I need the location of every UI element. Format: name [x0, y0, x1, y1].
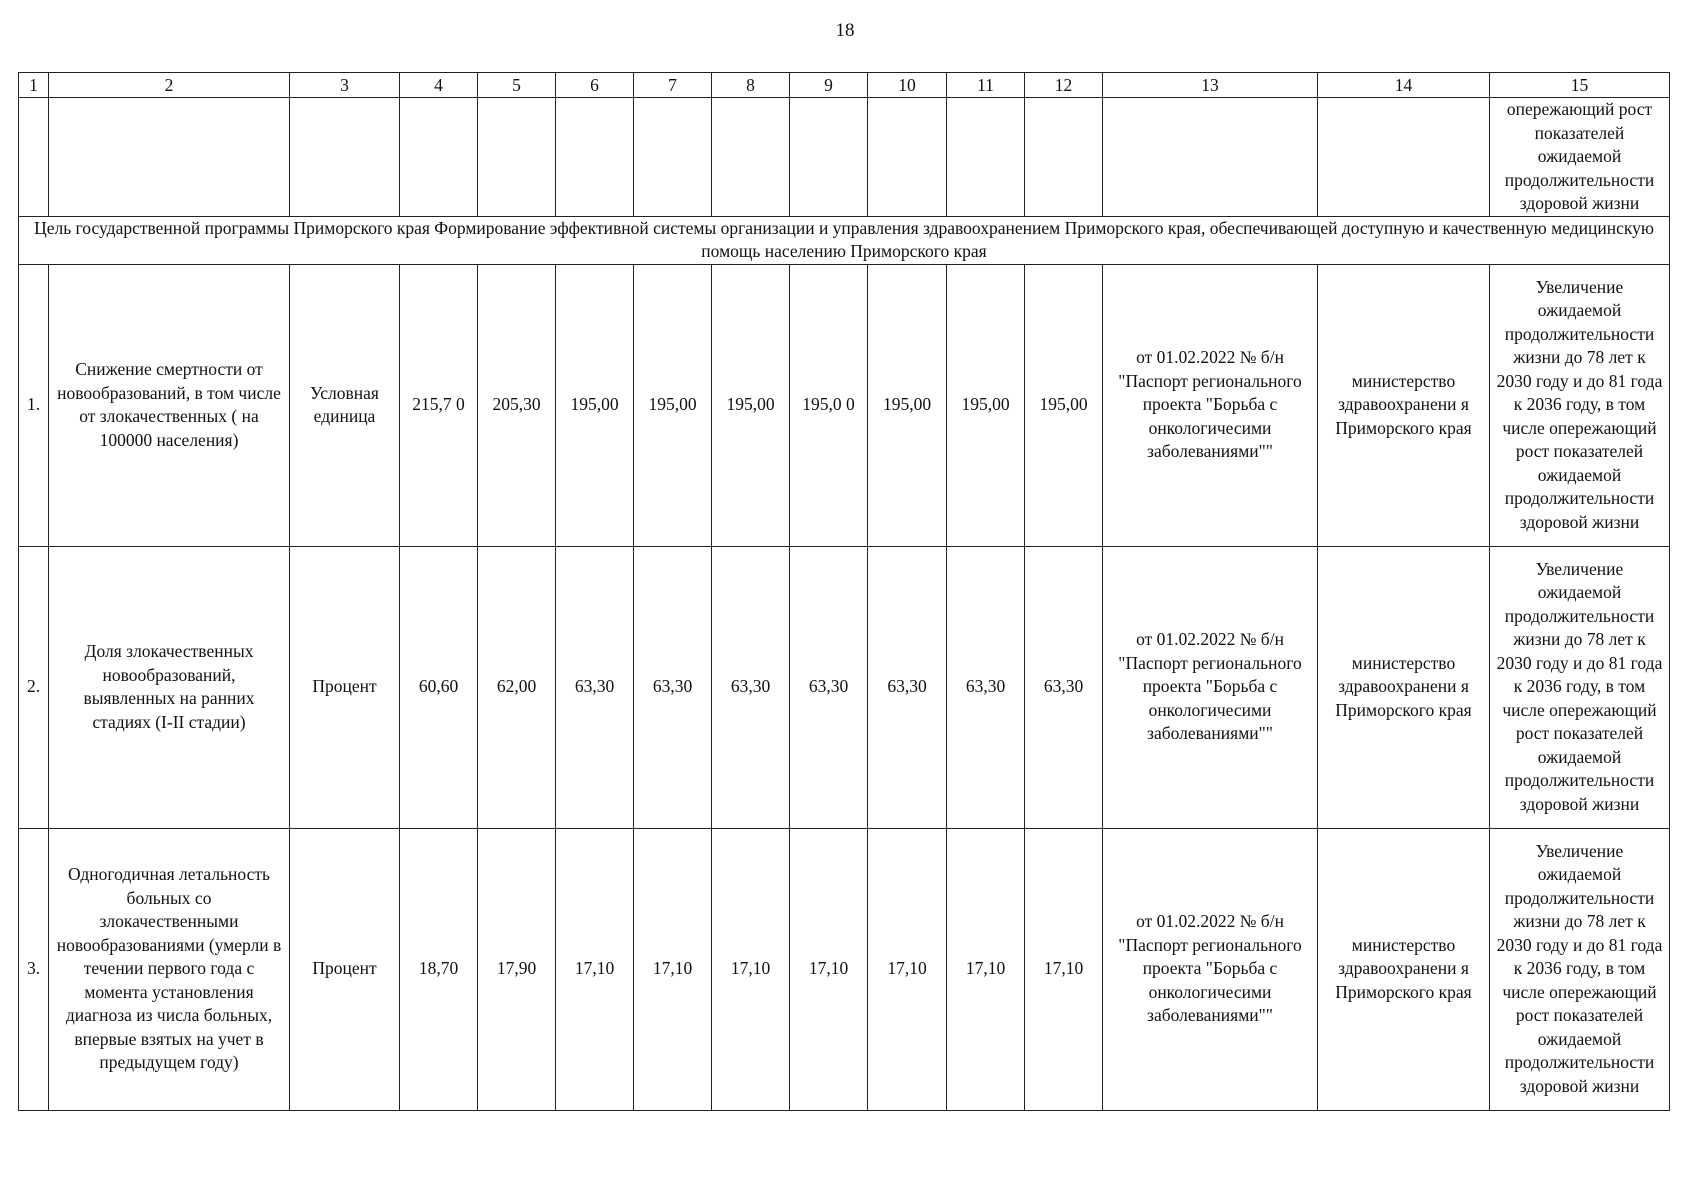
value-cell: 17,90: [478, 828, 556, 1110]
program-goal: Цель государственной программы Приморского края Формирование эффективной системы организации и управления здравоохранением Приморского края, обеспечивающей доступную и качественную медицинскую помощь населению Приморского края: [19, 216, 1670, 264]
table-cell: [1025, 98, 1103, 217]
value-cell: 63,30: [634, 546, 712, 828]
value-cell: 17,10: [947, 828, 1025, 1110]
column-header: 8: [712, 73, 790, 98]
table-row: [19, 264, 1670, 546]
value-cell: 215,7 0: [400, 264, 478, 546]
column-header: 7: [634, 73, 712, 98]
value-cell: 63,30: [1025, 546, 1103, 828]
unit-of-measure: Условная единица: [290, 264, 400, 546]
page-number: 18: [835, 20, 855, 41]
value-cell: 195,0 0: [790, 264, 868, 546]
column-header: 9: [790, 73, 868, 98]
value-cell: 205,30: [478, 264, 556, 546]
table-cell: [19, 98, 49, 217]
value-cell: 17,10: [556, 828, 634, 1110]
table-cell: [634, 98, 712, 217]
table-cell: [400, 98, 478, 217]
value-cell: 195,00: [868, 264, 947, 546]
value-cell: 60,60: [400, 546, 478, 828]
column-header: 3: [290, 73, 400, 98]
table-row: [19, 546, 1670, 828]
row-number: 2.: [19, 546, 49, 828]
document-reference: от 01.02.2022 № б/н "Паспорт регионального проекта "Борьба с онкологичесими заболеваниями"": [1103, 828, 1318, 1110]
result-cell: Увеличение ожидаемой продолжительности жизни до 78 лет к 2030 году и до 81 года к 2036 году, в том числе опережающий рост показателей ожидаемой продолжительности здоровой жизни: [1490, 546, 1670, 828]
table-cell: [1103, 98, 1318, 217]
table-cell: [712, 98, 790, 217]
table-row: [19, 828, 1670, 1110]
result-cell: Увеличение ожидаемой продолжительности жизни до 78 лет к 2030 году и до 81 года к 2036 году, в том числе опережающий рост показателей ожидаемой продолжительности здоровой жизни: [1490, 828, 1670, 1110]
document-reference: от 01.02.2022 № б/н "Паспорт регионального проекта "Борьба с онкологичесими заболеваниями"": [1103, 546, 1318, 828]
indicators-table: [18, 72, 1670, 1111]
column-header: 12: [1025, 73, 1103, 98]
value-cell: 195,00: [634, 264, 712, 546]
goal-row: [19, 216, 1670, 264]
value-cell: 63,30: [868, 546, 947, 828]
table-cell: [1318, 98, 1490, 217]
value-cell: 17,10: [712, 828, 790, 1110]
table-cell: [290, 98, 400, 217]
column-header: 15: [1490, 73, 1670, 98]
row-number: 3.: [19, 828, 49, 1110]
value-cell: 195,00: [1025, 264, 1103, 546]
value-cell: 63,30: [947, 546, 1025, 828]
column-header: 13: [1103, 73, 1318, 98]
column-header: 4: [400, 73, 478, 98]
column-header: 2: [49, 73, 290, 98]
responsible-body: министерство здравоохранени я Приморского края: [1318, 546, 1490, 828]
value-cell: 63,30: [712, 546, 790, 828]
value-cell: 18,70: [400, 828, 478, 1110]
table-cell: [556, 98, 634, 217]
result-cell: опережающий рост показателей ожидаемой продолжительности здоровой жизни: [1490, 98, 1670, 217]
column-number-header-row: [19, 73, 1670, 98]
value-cell: 63,30: [790, 546, 868, 828]
unit-of-measure: Процент: [290, 546, 400, 828]
responsible-body: министерство здравоохранени я Приморского края: [1318, 264, 1490, 546]
document-reference: от 01.02.2022 № б/н "Паспорт регионального проекта "Борьба с онкологичесими заболеваниями"": [1103, 264, 1318, 546]
value-cell: 17,10: [868, 828, 947, 1110]
value-cell: 17,10: [634, 828, 712, 1110]
column-header: 5: [478, 73, 556, 98]
column-header: 14: [1318, 73, 1490, 98]
value-cell: 195,00: [712, 264, 790, 546]
indicator-name: Одногодичная летальность больных со злокачественными новообразованиями (умерли в течении первого года с момента установления диагноза из числа больных, впервые взятых на учет в предыдущем году): [49, 828, 290, 1110]
value-cell: 63,30: [556, 546, 634, 828]
column-header: 11: [947, 73, 1025, 98]
indicator-name: Снижение смертности от новообразований, в том числе от злокачественных ( на 100000 населения): [49, 264, 290, 546]
table-cell: [49, 98, 290, 217]
row-number: 1.: [19, 264, 49, 546]
table-cell: [947, 98, 1025, 217]
table-cell: [790, 98, 868, 217]
responsible-body: министерство здравоохранени я Приморского края: [1318, 828, 1490, 1110]
value-cell: 17,10: [790, 828, 868, 1110]
value-cell: 195,00: [947, 264, 1025, 546]
unit-of-measure: Процент: [290, 828, 400, 1110]
value-cell: 62,00: [478, 546, 556, 828]
column-header: 10: [868, 73, 947, 98]
result-cell: Увеличение ожидаемой продолжительности жизни до 78 лет к 2030 году и до 81 года к 2036 году, в том числе опережающий рост показателей ожидаемой продолжительности здоровой жизни: [1490, 264, 1670, 546]
column-header: 1: [19, 73, 49, 98]
continuation-row: [19, 98, 1670, 217]
table-cell: [868, 98, 947, 217]
indicator-name: Доля злокачественных новообразований, выявленных на ранних стадиях (I-II стадии): [49, 546, 290, 828]
value-cell: 195,00: [556, 264, 634, 546]
value-cell: 17,10: [1025, 828, 1103, 1110]
column-header: 6: [556, 73, 634, 98]
table-cell: [478, 98, 556, 217]
